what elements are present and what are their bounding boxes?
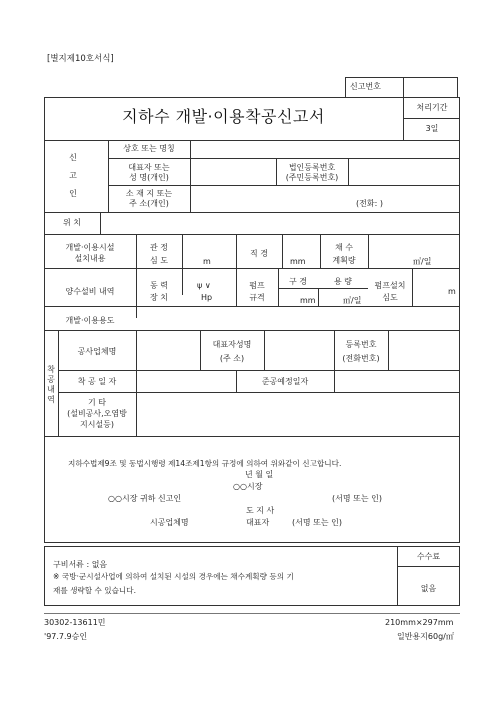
pump-depth-unit: m: [448, 287, 456, 296]
completion-date-label: 준공예정일자: [261, 377, 309, 386]
rep-name-label-2: (주 소): [219, 354, 245, 363]
form-number: 30302-13611민: [44, 618, 106, 627]
contractor-field[interactable]: [137, 331, 199, 369]
facility-label-1: 개발·이용시설: [65, 243, 115, 252]
phone-label: (전화: ): [356, 199, 383, 208]
pump-spec-label-2: 규격: [249, 293, 265, 302]
planned-amount-field[interactable]: [369, 235, 459, 267]
planned-amount-label-1: 채 수: [335, 243, 353, 252]
representative-label-1: 대표자 또는: [128, 163, 170, 172]
declaration-city: ○○시장: [233, 482, 263, 491]
other-label-2: (설비공사,오염방: [67, 409, 127, 418]
reporter-section-label-2: 고: [69, 171, 77, 180]
drill-depth-label-2: 심 도: [150, 256, 168, 265]
corp-reg-label-1: 법인등록번호: [288, 163, 336, 172]
corp-reg-label-2: (주민등록번호): [285, 173, 339, 182]
declaration-contractor: 시공업체명: [150, 518, 189, 527]
other-label-1: 기 타: [88, 398, 106, 407]
receipt-no-label: 신고번호: [350, 82, 381, 91]
declaration-rep: 대표자: [246, 518, 270, 527]
pump-depth-field[interactable]: [413, 269, 459, 305]
approval-date: '97.7.9승인: [44, 632, 88, 641]
representative-label-2: 성 명(개인): [129, 173, 169, 182]
pump-depth-label-1: 펌프설치: [374, 281, 406, 290]
corp-reg-field[interactable]: [349, 159, 459, 185]
drill-depth-field[interactable]: [183, 235, 235, 267]
bore-field[interactable]: [279, 289, 317, 305]
power-field[interactable]: [183, 269, 235, 305]
contractor-label: 공사업체명: [77, 347, 117, 356]
fee-value: 없음: [420, 584, 437, 593]
bore-label: 구 경: [289, 277, 307, 286]
address-field[interactable]: [191, 186, 459, 212]
construction-label-4: 역: [47, 395, 55, 404]
reg-no-label-2: (전화번호): [342, 354, 380, 363]
pumping-label: 양수설비 내역: [65, 287, 115, 296]
paper-type: 일반용지60g/㎡: [397, 632, 454, 641]
address-label-1: 소 재 지 또는: [125, 189, 173, 198]
declaration-province: 도 지 사: [246, 506, 275, 515]
form-label: [별지제10호서식]: [47, 54, 114, 64]
fee-label: 수수료: [416, 552, 441, 561]
completion-date-field[interactable]: [335, 371, 459, 391]
power-label-2: 장 치: [150, 293, 168, 302]
reporter-section-label-3: 인: [69, 189, 77, 198]
processing-period-value: 3일: [425, 124, 439, 133]
other-field[interactable]: [137, 393, 459, 436]
declaration-date: 년 월 일: [245, 470, 274, 479]
declaration-sign-2: (서명 또는 인): [292, 518, 342, 527]
declaration-addressee: ○○시장 귀하 신고인: [108, 494, 182, 503]
planned-amount-label-2: 계획량: [332, 256, 356, 265]
drill-depth-unit: m: [203, 257, 211, 266]
representative-field[interactable]: [191, 159, 275, 185]
start-date-field[interactable]: [137, 371, 235, 391]
construction-label-3: 내: [47, 385, 55, 394]
power-unit-2: Hp: [201, 293, 213, 302]
power-label-1: 동 력: [150, 281, 168, 290]
trade-name-label: 상호 또는 명칭: [123, 144, 175, 153]
bore-unit: mm: [300, 296, 316, 305]
location-field[interactable]: [101, 213, 459, 233]
facility-label-2: 설치내용: [74, 254, 106, 263]
planned-amount-unit: ㎥/일: [413, 257, 432, 266]
diameter-label: 직 경: [250, 249, 268, 258]
rep-name-field[interactable]: [265, 331, 333, 369]
construction-label-2: 공: [47, 375, 55, 384]
capacity-label: 용 량: [334, 277, 352, 286]
declaration-sign-1: (서명 또는 인): [332, 494, 382, 503]
pump-spec-label-1: 펌프: [249, 281, 265, 290]
diameter-field[interactable]: [283, 235, 319, 267]
receipt-no-field[interactable]: [404, 78, 457, 97]
reg-no-label-1: 등록번호: [345, 340, 377, 349]
capacity-unit: ㎥/일: [343, 296, 362, 305]
address-label-2: 주 소(개인): [129, 199, 169, 208]
usage-label: 개발·이용용도: [65, 316, 115, 325]
drill-depth-label-1: 관 정: [150, 243, 168, 252]
power-unit-1: ψ ∨: [197, 281, 211, 290]
trade-name-field[interactable]: [191, 141, 459, 158]
reg-no-field[interactable]: [389, 331, 459, 369]
rep-name-label-1: 대표자성명: [212, 340, 252, 349]
reporter-section-label-1: 신: [69, 153, 77, 162]
start-date-label: 착 공 일 자: [77, 377, 117, 386]
note-line-1: ※ 국방·군시설사업에 의하여 설치된 시설의 경우에는 채수계획량 등의 기: [53, 572, 294, 581]
capacity-field[interactable]: [319, 289, 367, 305]
location-label: 위 치: [63, 218, 81, 227]
usage-field[interactable]: [137, 307, 459, 329]
construction-label-1: 착: [47, 365, 55, 374]
note-line-2: 재를 생략할 수 있습니다.: [53, 586, 137, 595]
pump-depth-label-2: 심도: [382, 293, 398, 302]
diameter-unit: mm: [290, 257, 306, 266]
declaration-statement: 지하수법제9조 및 동법시행령 제14조제1항의 규정에 의하여 위와같이 신고합니다.: [68, 459, 342, 468]
docs-label: 구비서류 : 없음: [53, 560, 108, 569]
page-title: 지하수 개발·이용착공신고서: [122, 107, 325, 126]
processing-period-label: 처리기간: [416, 103, 448, 112]
other-label-3: 지시설등): [79, 420, 115, 429]
paper-size: 210mm×297mm: [385, 618, 454, 627]
